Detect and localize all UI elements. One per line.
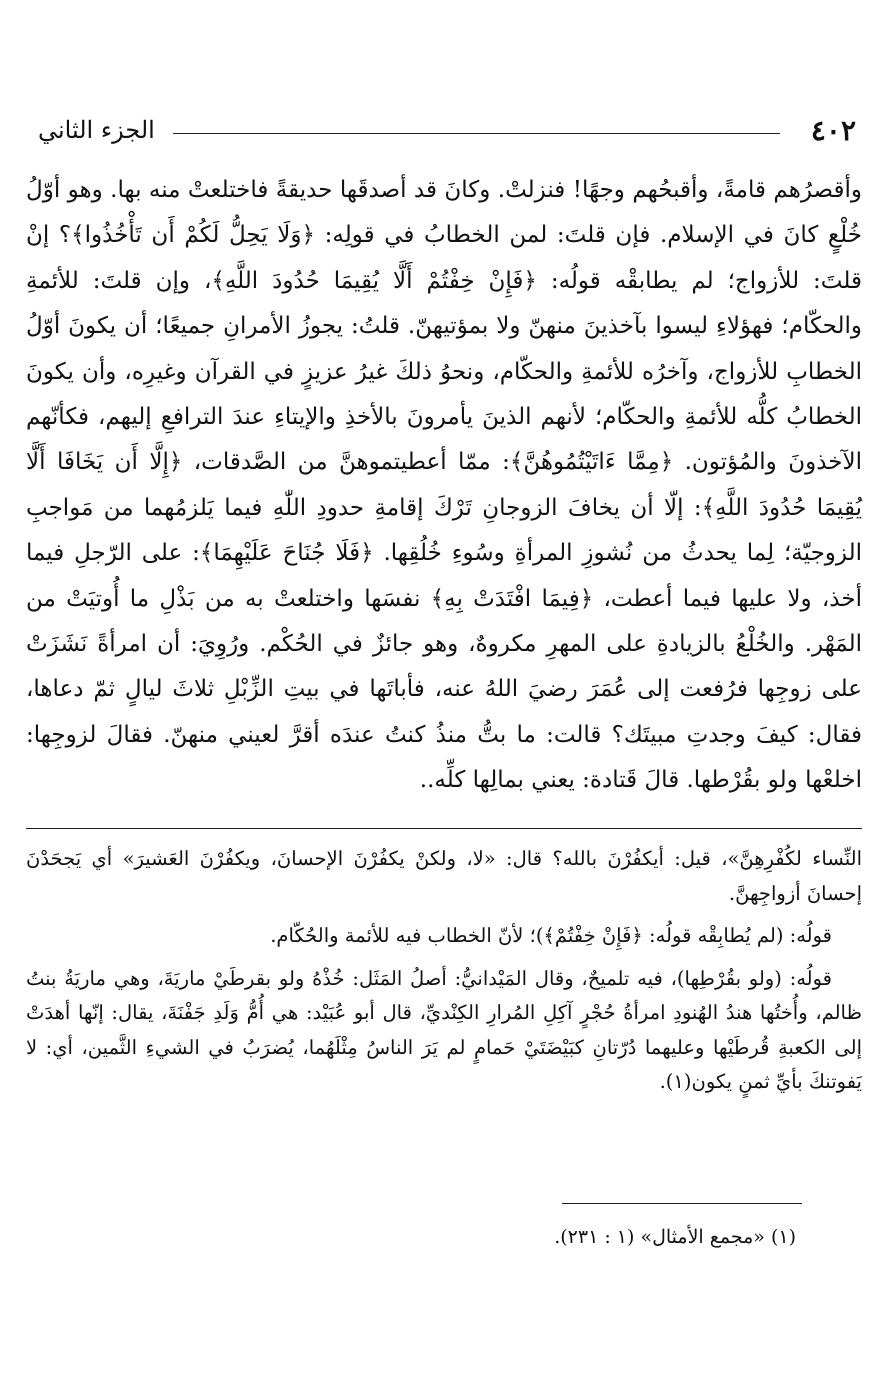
page-number: ٤٠٢ xyxy=(810,113,856,147)
footnote-divider xyxy=(562,1203,802,1204)
header-divider xyxy=(173,133,780,134)
commentary-paragraph: قولُه: (لم يُطابِقْه قولُه: ﴿فَإِنْ خِفْتُمْ﴾)؛ لأنّ الخطاب فيه للأئمة والحُكّام. xyxy=(270,924,832,947)
commentary-paragraph: النِّساء لكُفْرِهِنَّ»، قيل: أيكفُرْنَ بالله؟ قال: «لا، ولكنْ يكفُرْنَ الإحسانَ، ويكفُرْنَ العَشيرَ» أي يَجحَدْنَ إحسانَ أزواجِهنَّ. xyxy=(26,847,862,905)
running-title: الجزء الثاني xyxy=(38,116,155,144)
main-text-divider xyxy=(26,828,862,829)
main-text: وأقصرُهم قامةً، وأقبحُهم وجهًا! فنزلتْ. وكانَ قد أصدقَها حديقةً فاختلعتْ منه بها. وهو أوّلُ خُلْعٍ كانَ في الإسلام. فإن قلتَ: لمن الخطابُ في قولِه: ﴿وَلَا يَحِلُّ لَكُمْ أَن تَأْخُذُوا﴾؟ إنْ قلتَ: للأزواج؛ لم يطابقْه قولُه: ﴿فَإِنْ خِفْتُمْ أَلَّا يُقِيمَا حُدُودَ اللَّهِ﴾، وإن قلتَ: للأئمةِ والحكّام؛ فهؤلاءِ ليسوا بآخذينَ منهنّ ولا بمؤتيهنّ. قلتُ: يجوزُ الأمرانِ جميعًا؛ أن يكونَ أوّلُ الخطابِ للأزواج، وآخرُه للأئمةِ والحكّام، ونحوُ ذلكَ غيرُ عزيزٍ في القرآن وغيرِه، وأن يكونَ الخطابُ كلُّه للأئمةِ والحكّام؛ لأنهم الذينَ يأمرونَ بالأخذِ والإيتاءِ عندَ الترافعِ إليهم، فكأنّهم الآخذونَ والمُؤتون. ﴿مِمَّا ءَاتَيْتُمُوهُنَّ﴾: ممّا أعطيتموهنَّ من الصَّدقات، ﴿إِلَّا أَن يَخَافَا أَلَّا يُقِيمَا حُدُودَ اللَّهِ﴾: إلّا أن يخافَ الزوجانِ تَرْكَ إقامةِ حدودِ اللّٰهِ فيما يَلزمُهما من مَواجبِ الزوجيّة؛ لِما يحدثُ من نُشوزِ المرأةِ وسُوءِ خُلُقِها. ﴿فَلَا جُنَاحَ عَلَيْهِمَا﴾: على الرّجلِ فيما أخذ، ولا عليها فيما أعطت، ﴿فِيمَا افْتَدَتْ بِهِ﴾ نفسَها واختلعتْ به من بَذْلِ ما أُوتيَتْ من المَهْر. والخُلْعُ بالزيادةِ على المهرِ مكروهٌ، وهو جائزٌ في الحُكْم. ورُوِيَ: أن امرأةً نَشَزَتْ على زوجِها فرُفعت إلى عُمَرَ رضيَ اللهُ عنه، فأباتَها في بيتِ الزِّبْلِ ثلاثَ ليالٍ ثمّ دعاها، فقال: كيفَ وجدتِ مبيتَك؟ قالت: ما بتُّ منذُ كنتُ عندَه أقرَّ لعيني منهنّ. فقالَ لزوجِها: اخلعْها ولو بقُرْطها. قالَ قَتادة: يعني بمالِها كلِّه.. xyxy=(26,177,863,794)
commentary xyxy=(26,842,862,1100)
commentary-paragraph: قولُه: (ولو بقُرْطِها)، فيه تلميحٌ، وقال المَيْدانيُّ: أصلُ المَثَل: خُذْهُ ولو بقرطَيْ ماريَةَ، وهي ماريَةُ بنتُ ظالم، وأُختُها هندُ الهُنودِ امرأةُ حُجْرٍ آكِلِ المُرارِ الكِنْديِّ، قال أبو عُبَيْد: هي أُمُّ وَلَدِ جَفْنَةَ، يقال: إنّها أهدَتْ إلى الكعبةِ قُرطَيْها وعليهما دُرّتانِ كبَيْضَتَيْ حَمامٍ لم يَرَ الناسُ مِثْلَهُما، يُضرَبُ في الشيءِ الثَّمين، أي: لا يَفوتنكَ بأيِّ ثمنٍ يكون(١). xyxy=(26,966,862,1093)
footnote: (١) «مجمع الأمثال» (١ : ٢٣١). xyxy=(554,1226,796,1248)
page-header xyxy=(38,110,856,150)
